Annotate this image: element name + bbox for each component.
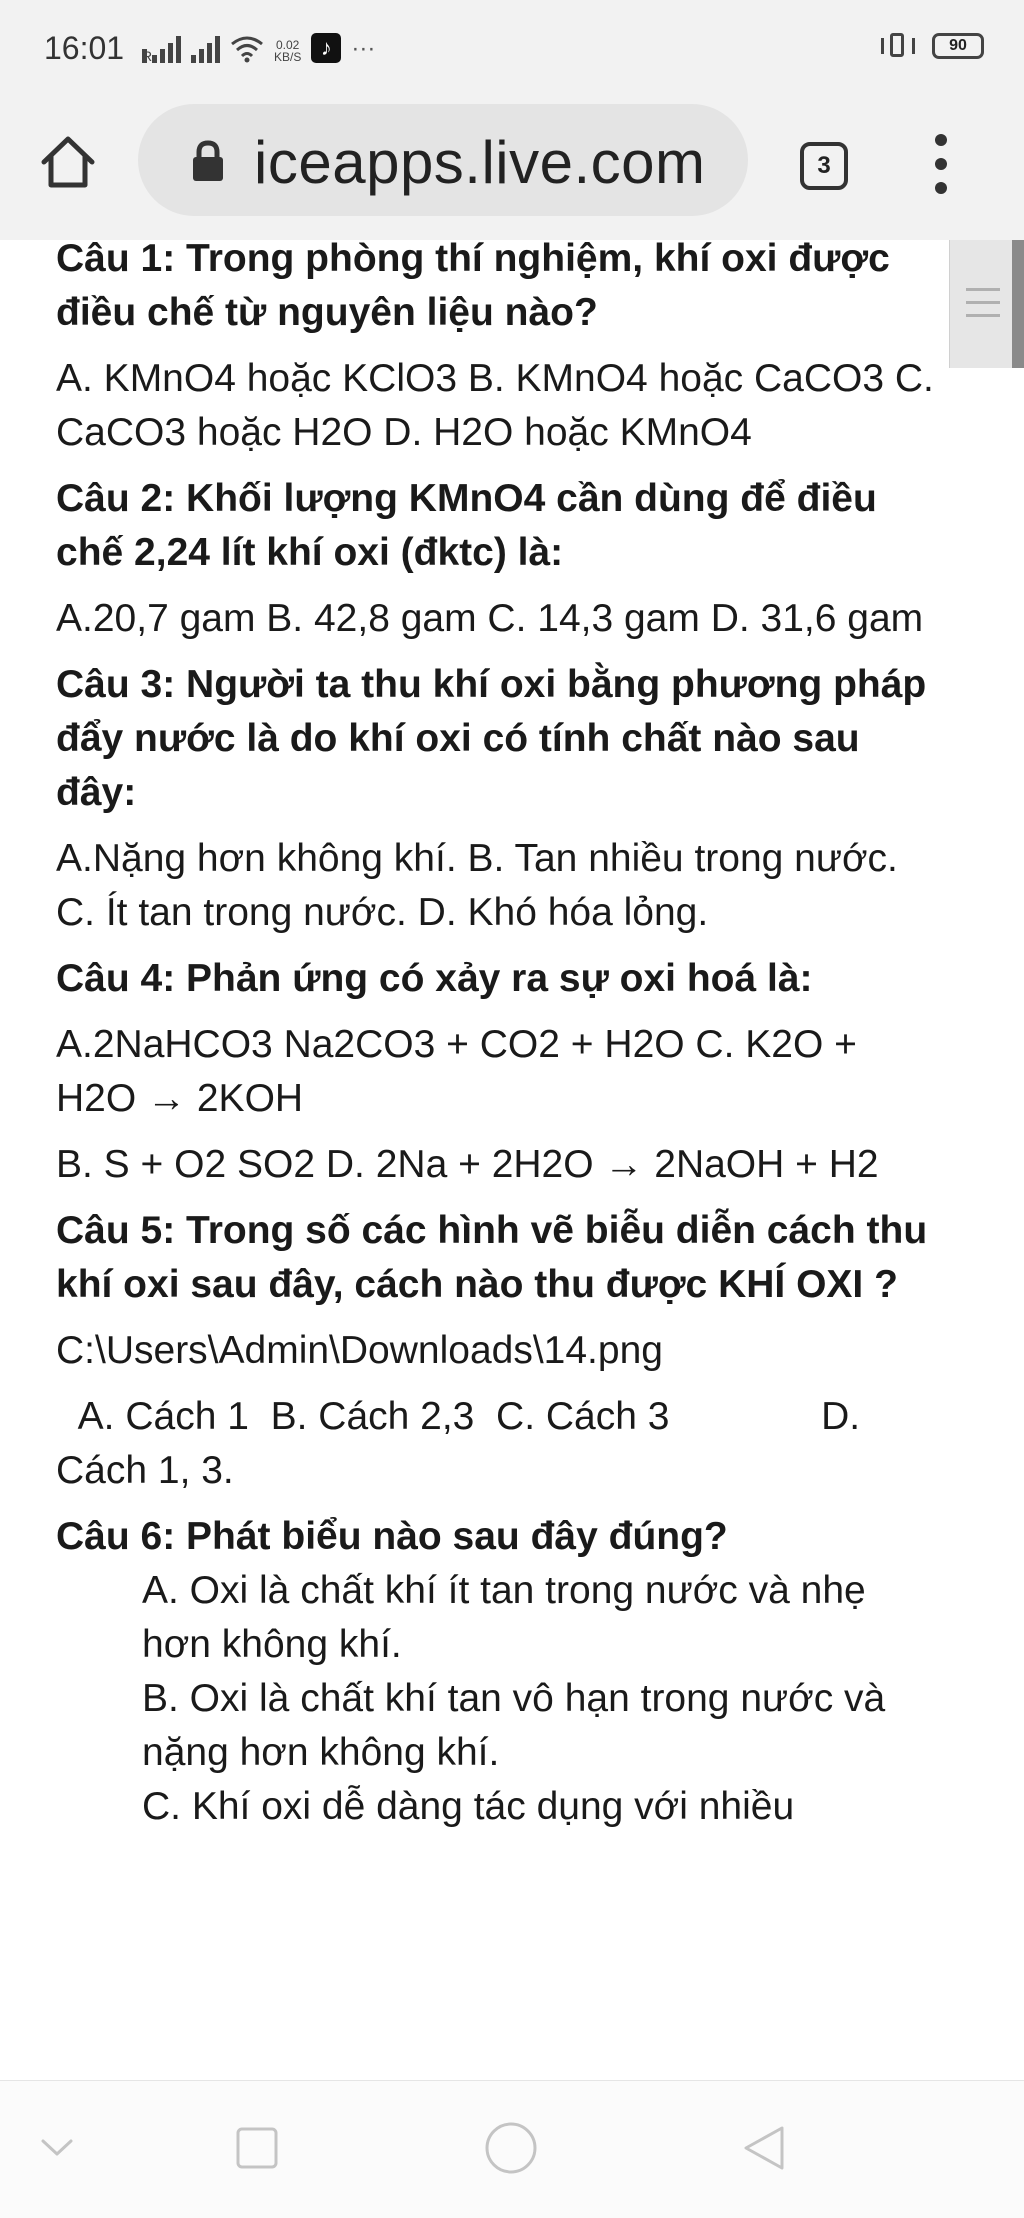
home-icon[interactable] <box>38 132 98 192</box>
browser-toolbar <box>0 96 1024 240</box>
system-nav-bar <box>0 2080 1024 2218</box>
answers-5: A. Cách 1 B. Cách 2,3 C. Cách 3 D. Cách 1, 3. <box>56 1395 871 1492</box>
wifi-icon <box>230 35 264 63</box>
status-bar <box>0 0 1024 96</box>
fast-scroll-handle[interactable] <box>949 240 1024 368</box>
status-right <box>878 32 984 60</box>
question-6: Câu 6: Phát biểu nào sau đây đúng? <box>56 1515 728 1558</box>
image-path: C:\Users\Admin\Downloads\14.png <box>56 1329 663 1372</box>
question-4: Câu 4: Phản ứng có xảy ra sự oxi hoá là: <box>56 957 813 1000</box>
net-speed-unit: KB/S <box>274 50 302 64</box>
overflow-menu-icon[interactable] <box>932 134 950 204</box>
page-content <box>0 240 1024 2080</box>
net-speed <box>274 39 301 63</box>
home-circle-icon[interactable] <box>484 2121 538 2175</box>
answer-6a: A. Oxi là chất khí ít tan trong nước và nhẹ hơn không khí. <box>142 1569 866 1666</box>
scrollbar-thumb[interactable] <box>1012 240 1024 368</box>
status-icons <box>142 33 375 63</box>
question-2: Câu 2: Khối lượng KMnO4 cần dùng để điều chế 2,24 lít khí oxi (đktc) là: <box>56 477 877 574</box>
net-speed-value: 0.02 <box>276 38 300 52</box>
signal-roaming-icon: R <box>142 35 181 63</box>
status-time: 16:01 <box>44 30 125 66</box>
address-bar[interactable] <box>138 104 748 216</box>
answers-4a: A.2NaHCO3 Na2CO3 + CO2 + H2O C. K2O + H2O → 2KOH <box>56 1023 857 1120</box>
vibrate-icon <box>878 32 918 60</box>
tiktok-icon: ♪ <box>311 33 341 63</box>
drag-lines-icon <box>966 288 1000 327</box>
answers-3: A.Nặng hơn không khí. B. Tan nhiều trong nước. C. Ít tan trong nước. D. Khó hóa lỏng. <box>56 837 898 934</box>
back-triangle-icon[interactable] <box>742 2125 786 2171</box>
answers-4b: B. S + O2 SO2 D. 2Na + 2H2O → 2NaOH + H2 <box>56 1143 879 1186</box>
answers-2: A.20,7 gam B. 42,8 gam C. 14,3 gam D. 31,6 gam <box>56 597 924 640</box>
battery-icon: 90 <box>932 33 984 59</box>
recents-square-icon[interactable] <box>236 2127 278 2169</box>
chevron-down-icon[interactable] <box>40 2137 74 2159</box>
answer-6b: B. Oxi là chất khí tan vô hạn trong nước và nặng hơn không khí. <box>142 1677 886 1774</box>
question-1: Câu 1: Trong phòng thí nghiệm, khí oxi được điều chế từ nguyên liệu nào? <box>56 240 890 334</box>
question-5: Câu 5: Trong số các hình vẽ biễu diễn cách thu khí oxi sau đây, cách nào thu được KHÍ OXI ? <box>56 1209 928 1306</box>
url-text: iceapps.live.com <box>254 129 706 196</box>
signal-icon <box>191 35 220 63</box>
answers-1: A. KMnO4 hoặc KClO3 B. KMnO4 hoặc CaCO3 C. CaCO3 hoặc H2O D. H2O hoặc KMnO4 <box>56 357 934 454</box>
question-3: Câu 3: Người ta thu khí oxi bằng phương pháp đẩy nước là do khí oxi có tính chất nào sau đây: <box>56 663 927 814</box>
more-notifications-icon: ··· <box>351 35 376 62</box>
lock-icon <box>190 140 226 182</box>
tab-switcher-button[interactable]: 3 <box>800 142 848 190</box>
document-text <box>56 240 936 1834</box>
answer-6c: C. Khí oxi dễ dàng tác dụng với nhiều <box>142 1785 795 1828</box>
